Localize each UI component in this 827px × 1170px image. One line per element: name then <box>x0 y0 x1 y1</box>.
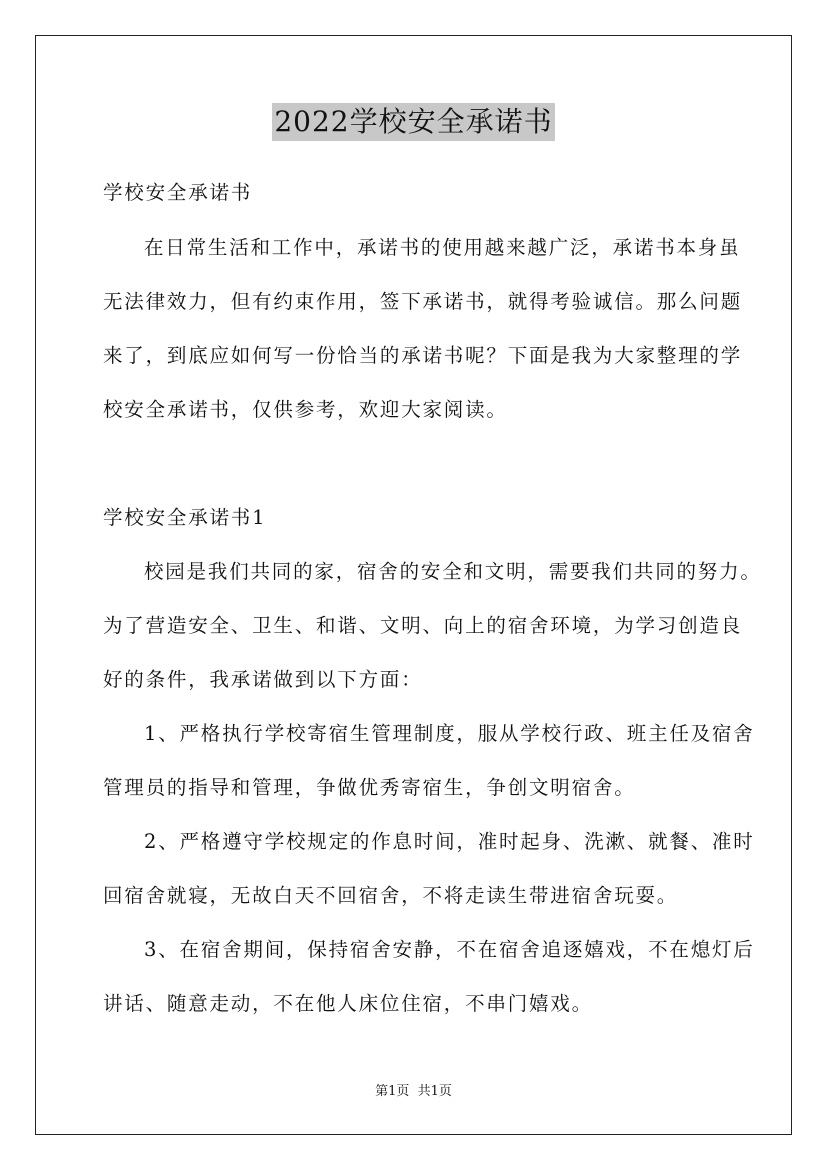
paragraph-line: 来了，到底应如何写一份恰当的承诺书呢？下面是我为大家整理的学 <box>103 344 743 367</box>
paragraph-line: 2、严格遵守学校规定的作息时间，准时起身、洗漱、就餐、准时 <box>144 830 755 853</box>
paragraph-line: 为了营造安全、卫生、和谐、文明、向上的宿舍环境，为学习创造良 <box>103 614 743 637</box>
paragraph-line: 校园是我们共同的家，宿舍的安全和文明，需要我们共同的努力。 <box>144 560 762 583</box>
paragraph-line: 无法律效力，但有约束作用，签下承诺书，就得考验诚信。那么问题 <box>103 290 743 313</box>
paragraph-line: 校安全承诺书，仅供参考，欢迎大家阅读。 <box>103 398 508 421</box>
paragraph-line: 1、严格执行学校寄宿生管理制度，服从学校行政、班主任及宿舍 <box>144 722 755 745</box>
paragraph-line: 讲话、随意走动，不在他人床位住宿，不串门嬉戏。 <box>103 992 593 1015</box>
paragraph-line: 在日常生活和工作中，承诺书的使用越来越广泛，承诺书本身虽 <box>144 236 741 259</box>
document-title: 2022学校安全承诺书 <box>272 103 554 141</box>
page-number-total: 共1页 <box>417 1084 452 1099</box>
section-heading: 学校安全承诺书1 <box>103 506 267 529</box>
paragraph-line: 管理员的指导和管理，争做优秀寄宿生，争创文明宿舍。 <box>103 776 636 799</box>
paragraph-line: 3、在宿舍期间，保持宿舍安静，不在宿舍追逐嬉戏，不在熄灯后 <box>144 938 755 961</box>
paragraph-line: 回宿舍就寝，无故白天不回宿舍，不将走读生带进宿舍玩耍。 <box>103 884 679 907</box>
section-heading: 学校安全承诺书 <box>103 181 253 204</box>
title-container <box>0 103 827 141</box>
page-number-current: 第1页 <box>375 1084 410 1099</box>
paragraph-line: 好的条件，我承诺做到以下方面： <box>103 668 423 691</box>
page-footer <box>0 1083 827 1101</box>
